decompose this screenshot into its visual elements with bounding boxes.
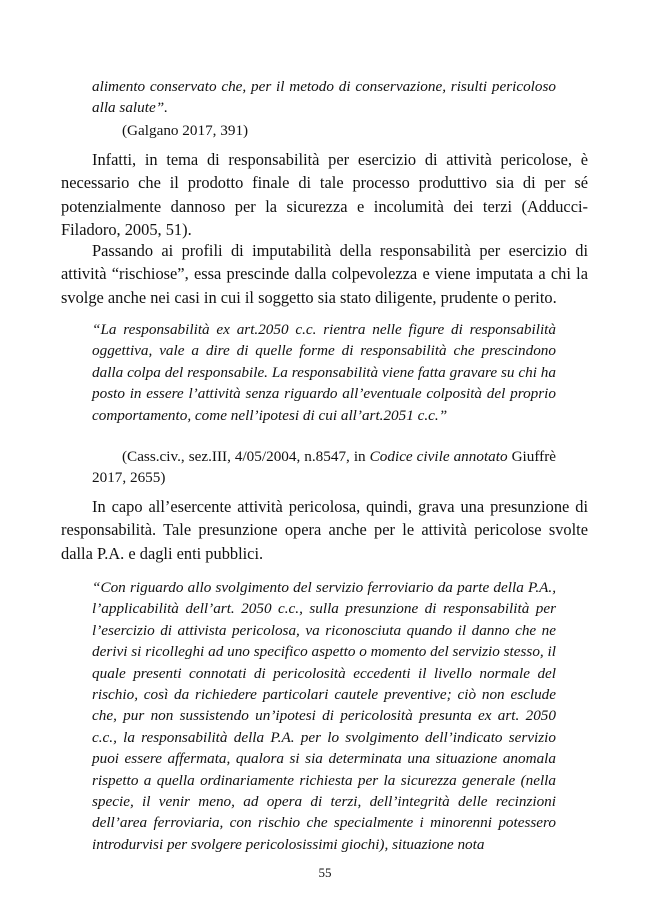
paragraph-1: Infatti, in tema di responsabilità per esercizio di attività pericolose, è necessario che il prodotto finale di tale processo produttivo sia di per sé potenzialmente dannoso per la sicurezza e incolumità dei terzi (Adducci-Filadoro, 2005, 51). bbox=[61, 150, 588, 240]
quote-bottom: “Con riguardo allo svolgimento del servizio ferroviario da parte della P.A., l’applicabilità dell’art. 2050 c.c., sulla presunzione di responsabilità per l’esercizio di attivista pericolosa, va riconosciuta quando il danno che ne derivi si ricolleghi ad uno specifico aspetto o momento del servizio stesso, il quale presenti connotati di pericolosità eccedenti il livello normale del rischio, così da richiedere particolari cautele preventive; ciò non esclude che, pur non sussistendo un’ipotesi di pericolosità presunta ex art. 2050 c.c., la responsabilità della P.A. per lo svolgimento dell’indicato servizio puoi essere affermata, qualora si sia determinata una situazione anomala rispetto a quella ordinariamente richiesta per la sicurezza generale (nella specie, il venir meno, ad opera di terzi, dell’integrità delle recinzioni dell’area ferroviaria, con rischio che specialmente i minorenni potessero introdurvisi per svolgere pericolosissimi giochi), situazione nota bbox=[92, 579, 556, 853]
citation-middle-prefix: (Cass.civ., sez.III, 4/05/2004, n.8547, in bbox=[122, 448, 370, 465]
citation-middle bbox=[92, 446, 556, 489]
citation-middle-title: Codice civile annotato bbox=[369, 448, 508, 465]
paragraph-2: Passando ai profili di imputabilità della responsabilità per esercizio di attività “rischiose”, essa prescinde dalla colpevolezza e viene imputata a chi la svolge anche nei casi in cui il soggetto sia stato diligente, prudente o perito. bbox=[61, 241, 588, 307]
page-number: 55 bbox=[318, 865, 332, 880]
citation-top: (Galgano 2017, 391) bbox=[122, 122, 249, 139]
quote-top: alimento conservato che, per il metodo di conservazione, risulti pericoloso alla salute”. bbox=[92, 78, 556, 117]
citation-middle-suffix: Giuffrè 2017, 2655) bbox=[92, 448, 557, 487]
paragraph-3: In capo all’esercente attività pericolosa, quindi, grava una presunzione di responsabilità. Tale presunzione opera anche per le attività pericolose svolte dalla P.A. e dagli enti pubblici. bbox=[61, 497, 588, 563]
quote-middle: “La responsabilità ex art.2050 c.c. rientra nelle figure di responsabilità oggettiva, vale a dire di quelle forme di responsabilità che prescindono dalla colpa del responsabile. La responsabilità viene fatta gravare su chi ha posto in essere l’attività senza riguardo all’eventuale colposità del proprio comportamento, come nell’ipotesi di cui all’art.2051 c.c.” bbox=[92, 321, 556, 424]
